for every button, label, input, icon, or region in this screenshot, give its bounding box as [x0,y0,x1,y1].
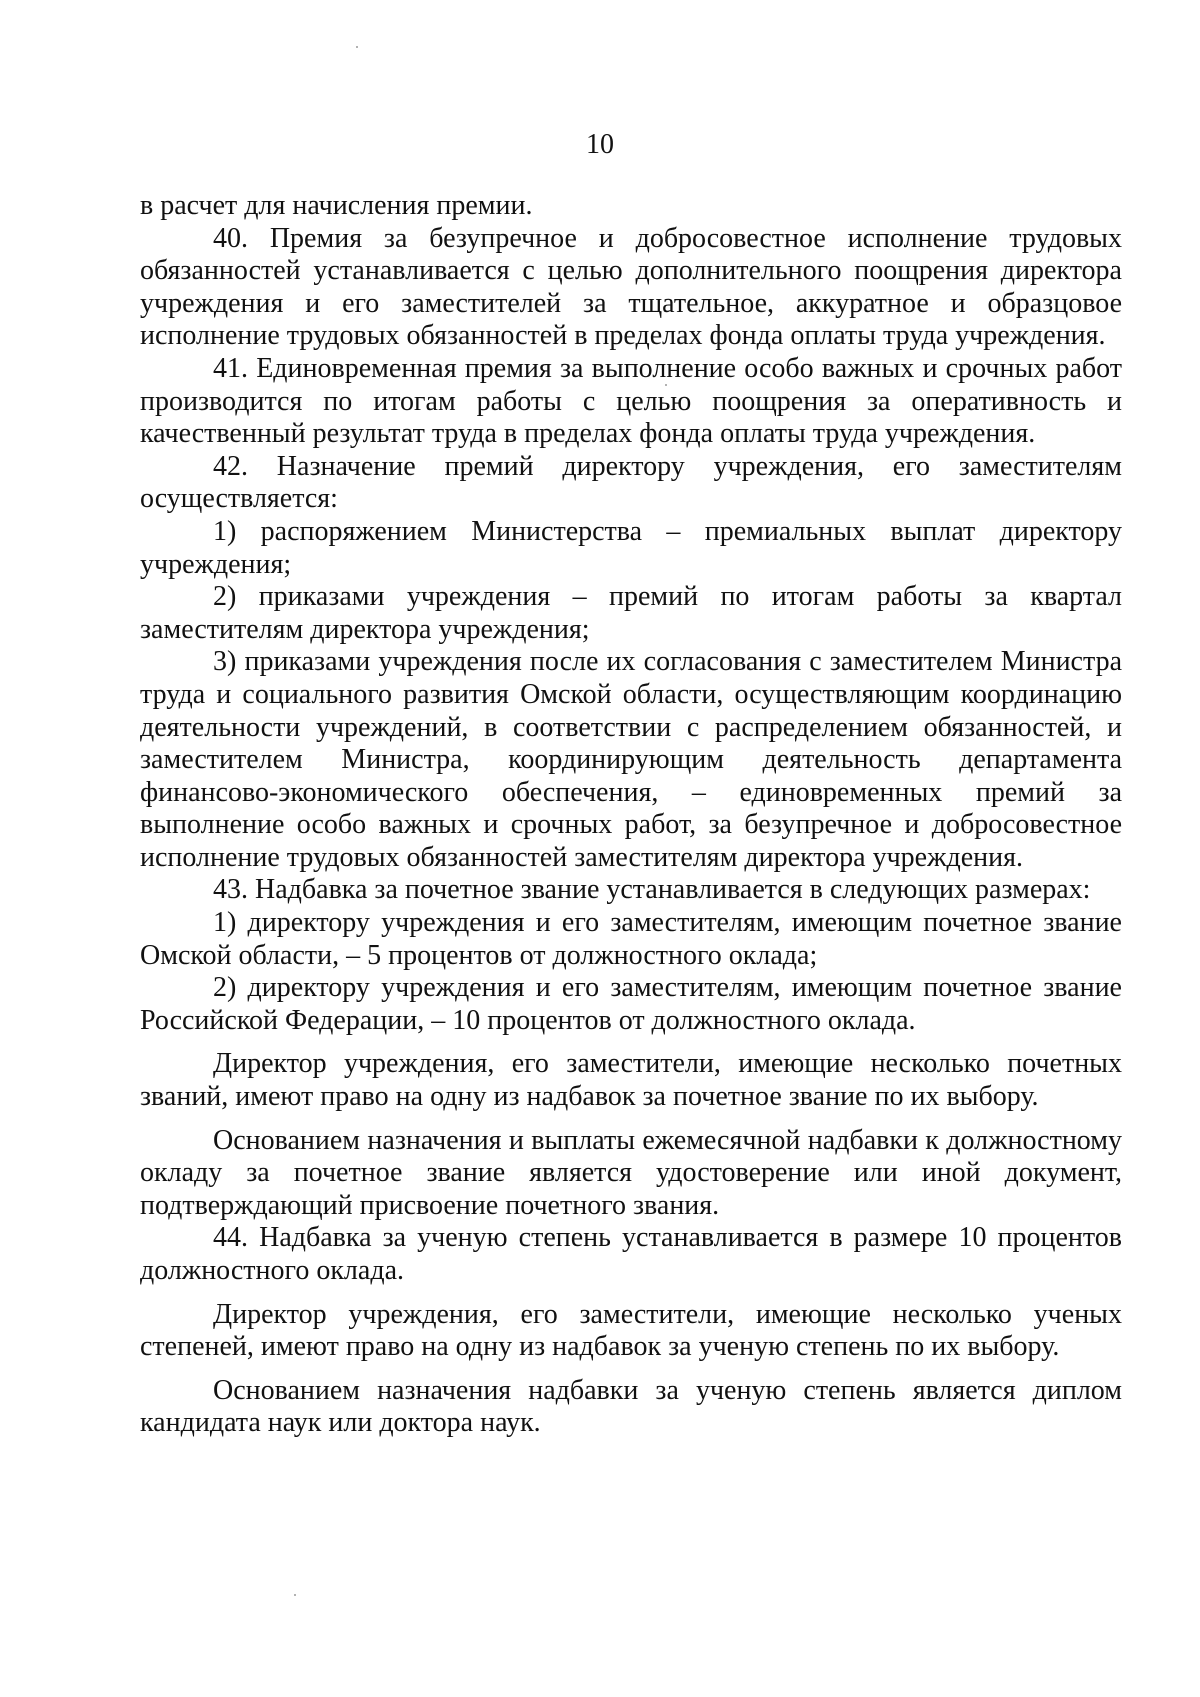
page-number: 10 [586,129,614,160]
document-body [140,190,1122,1440]
paragraph-41: 41. Единовременная премия за выполнение особо важных и срочных работ производится по итогам работы с целью поощрения за оперативность и качественный результат труда в пределах фонда оплаты труда учреждения. [140,352,1122,450]
paragraph-44-note-2: Основанием назначения надбавки за ученую степень является диплом кандидата наук или доктора наук. [140,1374,1122,1439]
paragraph-43-note-2: Основанием назначения и выплаты ежемесячной надбавки к должностному окладу за почетное звание является удостоверение или иной документ, подтверждающий присвоение почетного звания. [140,1124,1122,1221]
paragraph-42-item-1: 1) распоряжением Министерства – премиальных выплат директору учреждения; [140,515,1122,580]
paragraph-42: 42. Назначение премий директору учреждения, его заместителям осуществляется: [140,450,1122,515]
paragraph-42-item-3: 3) приказами учреждения после их согласования с заместителем Министра труда и социального развития Омской области, осуществляющим координацию деятельности учреждений, в соответствии с распределением обязанностей, и заместителем Министра, координирующим деятельность департамента финансово-экономического обеспечения, – единовременных премий за выполнение особо важных и срочных работ, за безупречное и добросовестное исполнение трудовых обязанностей заместителям директора учреждения. [140,646,1122,873]
paragraph-43: 43. Надбавка за почетное звание устанавливается в следующих размерах: [213,874,1091,906]
paragraph-44: 44. Надбавка за ученую степень устанавливается в размере 10 процентов должностного оклада. [140,1222,1122,1286]
paragraph-43-item-2: 2) директору учреждения и его заместителям, имеющим почетное звание Российской Федерации, – 10 процентов от должностного оклада. [140,972,1122,1036]
paragraph-43-note-1: Директор учреждения, его заместители, имеющие несколько почетных званий, имеют право на одну из надбавок за почетное звание по их выбору. [140,1048,1122,1113]
scan-speck [294,1594,296,1596]
paragraph-44-note-1: Директор учреждения, его заместители, имеющие несколько ученых степеней, имеют право на одну из надбавок за ученую степень по их выбору. [140,1298,1122,1363]
paragraph-40: 40. Премия за безупречное и добросовестное исполнение трудовых обязанностей устанавливается с целью дополнительного поощрения директора учреждения и его заместителей за тщательное, аккуратное и образцовое исполнение трудовых обязанностей в пределах фонда оплаты труда учреждения. [140,222,1122,352]
scan-speck [356,46,358,48]
paragraph-43-item-1: 1) директору учреждения и его заместителям, имеющим почетное звание Омской области, – 5 процентов от должностного оклада; [140,907,1122,971]
paragraph-continuation: в расчет для начисления премии. [140,190,533,221]
scan-speck [665,384,667,386]
paragraph-42-item-2: 2) приказами учреждения – премий по итогам работы за квартал заместителям директора учреждения; [140,581,1122,645]
